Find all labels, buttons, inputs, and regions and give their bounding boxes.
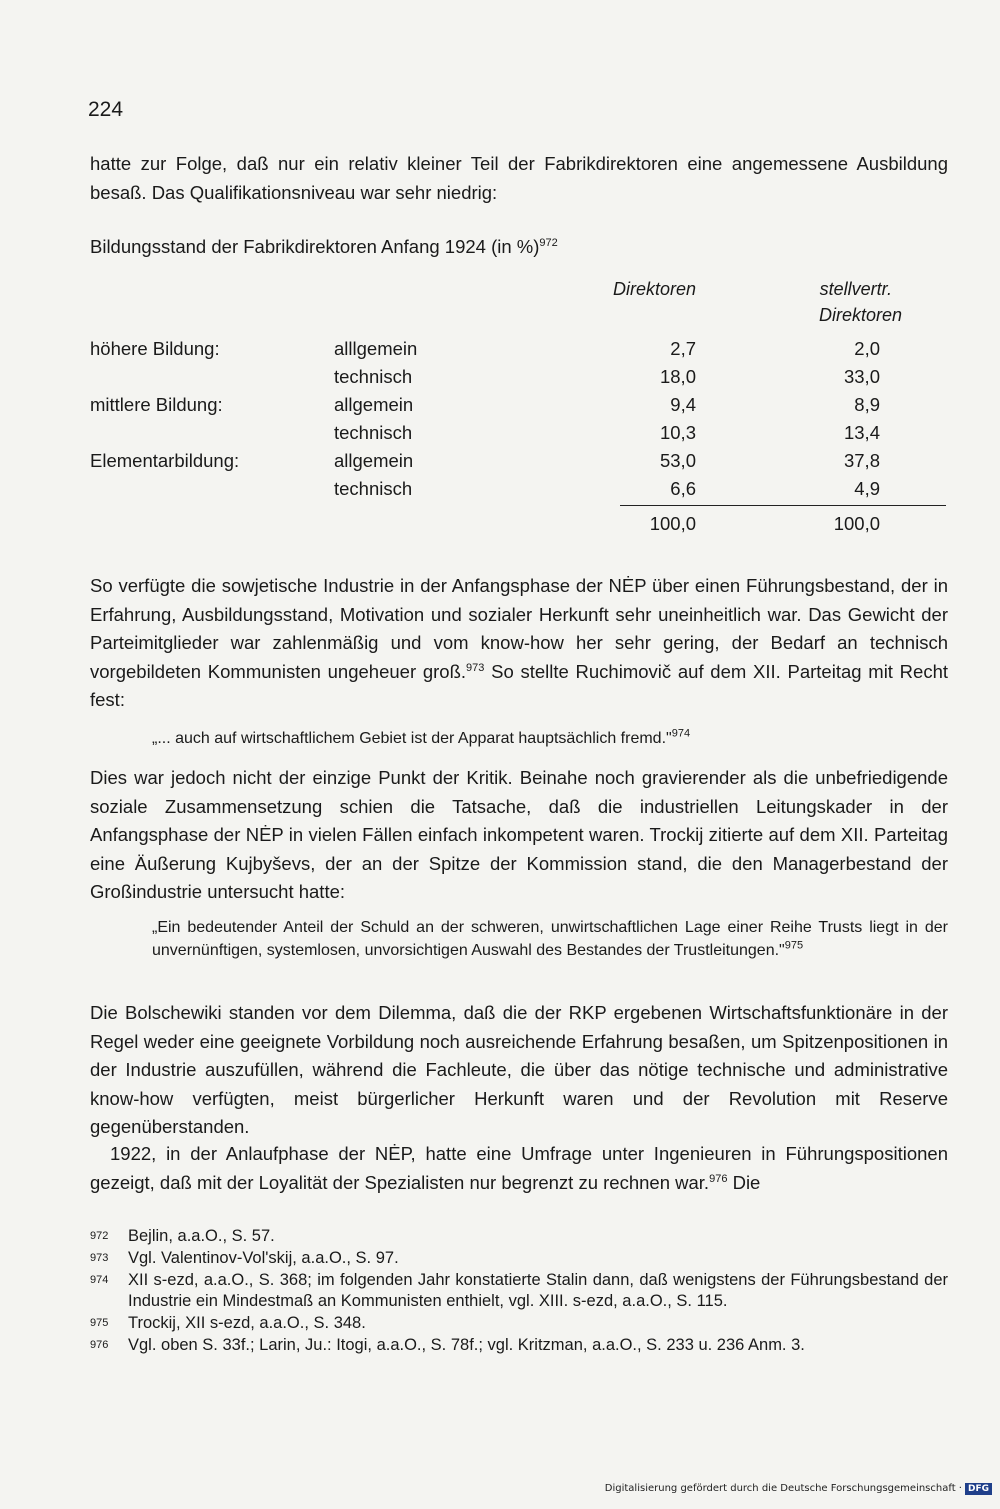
header-direktoren: Direktoren [612, 279, 696, 299]
paragraph-5-end: Die [727, 1171, 761, 1193]
row-stellvertr-value: 37,8 [843, 450, 880, 471]
footnote [90, 1270, 948, 1312]
paragraph-5-text: 1922, in der Anlaufphase der NĖP, hatte eine Umfrage unter Ingenieuren in Führungspositionen gezeigt, daß mit der Loyalität der Spezialisten nur begrenzt zu rechnen war. [90, 1143, 948, 1193]
row-stellvertr-value: 8,9 [854, 394, 880, 415]
footnote [90, 1313, 948, 1334]
footnote-number: 973 [90, 1252, 109, 1264]
paragraph-1: hatte zur Folge, daß nur ein relativ kleiner Teil der Fabrikdirektoren eine angemessene Ausbildung besaß. Das Qualifikationsniveau war sehr niedrig: [90, 153, 948, 203]
table-row [90, 422, 948, 450]
dfg-logo: DFG [965, 1483, 992, 1495]
footnote-number: 975 [90, 1317, 109, 1329]
footnote [90, 1248, 948, 1269]
row-direktoren-value: 53,0 [659, 450, 696, 471]
table-caption-text: Bildungsstand der Fabrikdirektoren Anfang 1924 (in %) [90, 236, 540, 257]
row-direktoren-value: 6,6 [670, 478, 696, 499]
paragraph-2-end: So stellte Ruchimovič auf dem XII. Parteitag mit Recht fest: [90, 660, 948, 710]
row-stellvertr-value: 13,4 [843, 422, 880, 443]
row-type: alllgemein [334, 338, 418, 359]
row-category: Elementarbildung: [90, 450, 240, 471]
page-number: 224 [88, 98, 124, 121]
quote-1 [152, 728, 948, 751]
table-caption [90, 236, 558, 258]
row-type: technisch [334, 366, 413, 387]
table-sum-rule [620, 505, 946, 506]
table-row [90, 366, 948, 394]
row-category: mittlere Bildung: [90, 394, 223, 415]
footnote-number: 974 [90, 1274, 109, 1286]
row-type: allgemein [334, 394, 414, 415]
footnote-number: 972 [90, 1230, 109, 1242]
paragraph-4: Die Bolschewiki standen vor dem Dilemma, daß die der RKP ergebenen Wirtschaftsfunktionäre in der Regel weder eine geeignete Vorbildung noch ausreichende Erfahrung besaßen, um Spitzenpositionen in der Industrie auszufüllen, während die Fachleute, die über das nötige technische und administrative know-how verfügten, meist bürgerlicher Herkunft waren und der Revolution mit Reserve gegenüberstanden. [90, 1002, 948, 1137]
footnote-ref-972: 972 [539, 236, 558, 249]
footnote-ref-974: 974 [671, 727, 691, 740]
total-stellvertr: 100,0 [833, 513, 880, 534]
total-direktoren: 100,0 [649, 513, 696, 534]
paragraph-2 [90, 572, 948, 715]
footnote-text: Vgl. oben S. 33f.; Larin, Ju.: Itogi, a.a.O., S. 78f.; vgl. Kritzman, a.a.O., S. 233 u. 236 Anm. 3. [128, 1336, 805, 1354]
footnote-number: 976 [90, 1339, 109, 1351]
paragraph-5 [90, 1140, 948, 1197]
row-type: allgemein [334, 450, 414, 471]
credit-text: Digitalisierung gefördert durch die Deutsche Forschungsgemeinschaft · [604, 1483, 962, 1494]
row-type: technisch [334, 422, 413, 443]
footnote-ref-973: 973 [466, 661, 485, 674]
row-stellvertr-value: 2,0 [854, 338, 880, 359]
row-type: technisch [334, 478, 413, 499]
footnote-ref-976: 976 [709, 1172, 728, 1185]
table-row [90, 394, 948, 422]
header-stellvertr: stellvertr. [819, 279, 892, 299]
row-direktoren-value: 9,4 [670, 394, 696, 415]
row-direktoren-value: 10,3 [659, 422, 696, 443]
quote-2-text: „Ein bedeutender Anteil der Schuld an der schweren, unwirtschaftlichen Lage einer Reihe Trusts liegt in der unvernünftigen, systemlosen, unvorsichtigen Auswahl des Bestandes der Trustleitungen." [152, 919, 948, 959]
footnote-text: Trockij, XII s-ezd, a.a.O., S. 348. [128, 1314, 366, 1332]
row-direktoren-value: 2,7 [670, 338, 696, 359]
table-total-row [90, 513, 948, 541]
footnote [90, 1226, 948, 1247]
footnote-text: Bejlin, a.a.O., S. 57. [128, 1227, 275, 1245]
digitization-credit [605, 1483, 992, 1495]
footnote-ref-975: 975 [784, 939, 804, 952]
row-stellvertr-value: 33,0 [843, 366, 880, 387]
row-category: höhere Bildung: [90, 338, 220, 359]
footnotes [90, 1226, 948, 1357]
quote-1-text: „... auch auf wirtschaftlichem Gebiet ist der Apparat hauptsächlich fremd." [152, 730, 672, 747]
row-stellvertr-value: 4,9 [854, 478, 880, 499]
footnote-text: Vgl. Valentinov-Vol'skij, a.a.O., S. 97. [128, 1249, 399, 1267]
table-row [90, 450, 948, 478]
table-row [90, 478, 948, 506]
footnote [90, 1335, 948, 1356]
table-row [90, 338, 948, 366]
header-stellvertr-direktoren: Direktoren [818, 305, 902, 325]
footnote-text: XII s-ezd, a.a.O., S. 368; im folgenden Jahr konstatierte Stalin dann, daß wenigstens der Führungsbestand der Industrie ein Mindestmaß an Kommunisten enthielt, vgl. XIII. s-ezd, a.a.O., S. 115. [128, 1271, 948, 1310]
row-direktoren-value: 18,0 [659, 366, 696, 387]
paragraph-2-text: So verfügte die sowjetische Industrie in der Anfangsphase der NĖP über einen Führungsbestand, der in Erfahrung, Ausbildungsstand, Motivation und sozialer Herkunft sehr uneinheitlich war. Das Gewicht der Parteimitglieder war zahlenmäßig und vom know-how her sehr gering, der Bedarf an technisch vorgebildeten Kommunisten ungeheuer groß. [90, 575, 948, 682]
paragraph-3: Dies war jedoch nicht der einzige Punkt der Kritik. Beinahe noch gravierender als die unbefriedigende soziale Zusammensetzung schien die Tatsache, daß die industriellen Leitungskader in der Anfangsphase der NĖP in vielen Fällen einfach inkompetent waren. Trockij zitierte auf dem XII. Parteitag eine Äußerung Kujbyševs, der an der Spitze der Kommission stand, die den Managerbestand der Großindustrie untersucht hatte: [90, 767, 948, 902]
quote-2 [152, 917, 948, 962]
